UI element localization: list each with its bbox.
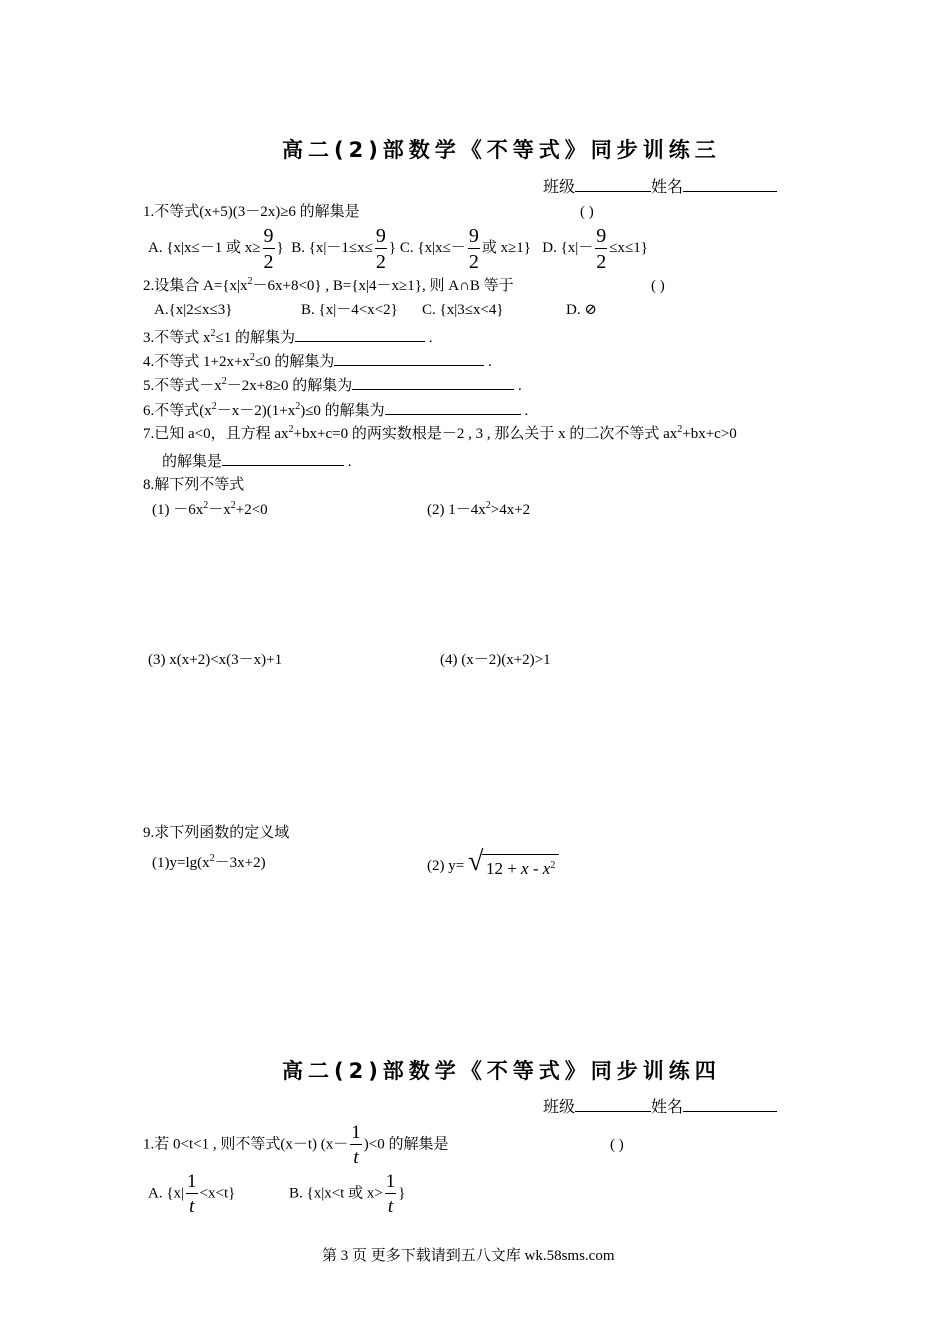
q8-stem: 8.解下列不等式 xyxy=(143,477,245,493)
answer-blank xyxy=(352,375,514,390)
q8-part1: $(1) -6x^2-x^2+2<0$ xyxy=(152,500,268,518)
s2-q1-answer-paren: ( ) xyxy=(610,1137,624,1153)
s2-q1-option-b: B. {x|x<t 或 x> $\frac{1}{t}$ } xyxy=(289,1171,406,1217)
class-blank xyxy=(575,177,651,192)
class-label: 班级 xyxy=(543,1099,576,1116)
section1-title: 高二(2)部数学《不等式》同步训练三 xyxy=(282,138,721,162)
q1-answer-paren: ( ) xyxy=(580,204,594,220)
name-blank xyxy=(683,177,777,192)
s2-q1-option-a: A. {x| $\frac{1}{t}$ <x<t} xyxy=(148,1171,236,1217)
q2-option-c: C. {x|3≤x<4} xyxy=(422,302,504,318)
class-blank xyxy=(575,1097,651,1112)
answer-blank xyxy=(385,400,521,415)
q2-answer-paren: ( ) xyxy=(651,278,665,294)
q9-stem: 9.求下列函数的定义域 xyxy=(143,825,290,841)
section2-class-name-line xyxy=(543,1097,777,1117)
q7-line2: 的解集是 . xyxy=(162,451,352,471)
q8-part3: (3) x(x+2)<x(3－x)+1 xyxy=(148,652,283,668)
square-root: √ $12 + x - x^2$ xyxy=(468,854,559,879)
fraction: $\frac{1}{t}$ xyxy=(351,1122,361,1168)
q1-stem: 1.不等式(x+5)(3－2x)≥6 的解集是 xyxy=(143,204,360,220)
fraction: $\frac{9}{2}$ xyxy=(468,225,479,273)
name-blank xyxy=(683,1097,777,1112)
q3: 3.不等式 $x^2\le 1$ 的解集为 . xyxy=(143,328,433,346)
fraction: $\frac{9}{2}$ xyxy=(596,225,607,273)
q6: 6.不等式$(x^2-x-2)(1+x^2)\le 0$ 的解集为 . xyxy=(143,401,529,419)
radical-sign-icon: √ xyxy=(467,846,484,877)
q5: 5.不等式$-x^2-2x+8\ge 0$ 的解集为 . xyxy=(143,376,522,394)
q2-option-b: B. {x|－4<x<2} xyxy=(301,302,398,318)
q8-part2: (2) $1-4x^2>4x+2$ xyxy=(427,500,531,518)
q9-part1: $(1)y=\lg(x^2-3x+2)$ xyxy=(152,853,266,871)
fraction: $\frac{9}{2}$ xyxy=(263,225,274,273)
answer-blank xyxy=(295,327,425,342)
fraction: $\frac{9}{2}$ xyxy=(375,225,386,273)
section1-class-name-line xyxy=(543,177,777,197)
fraction: $\frac{1}{t}$ xyxy=(187,1171,197,1217)
q2-option-a: A.{x|2≤x≤3} xyxy=(154,302,233,318)
page-footer: 第 3 页 更多下载请到五八文库 wk.58sms.com xyxy=(322,1248,615,1264)
q1-option-b: B. {x|－1≤x≤ $\frac{9}{2}$ } xyxy=(291,225,397,273)
s2-q1-stem: 1.若 0<t<1 , 则不等式(x－t) (x－ $\frac{1}{t}$ )<0 的解集是 xyxy=(143,1122,449,1168)
q8-part4: (4) (x－2)(x+2)>1 xyxy=(440,652,551,668)
q1-option-d: D. {x|－ $\frac{9}{2}$ ≤x≤1} xyxy=(542,225,648,273)
fraction: $\frac{1}{t}$ xyxy=(385,1171,396,1217)
class-label: 班级 xyxy=(543,179,576,196)
q9-part2: (2) y= √ $12 + x - x^2$ xyxy=(427,854,559,879)
answer-blank xyxy=(334,351,484,366)
q1-option-c: C. {x|x≤－ $\frac{9}{2}$ 或 x≥1} xyxy=(399,225,531,273)
q1-options xyxy=(148,226,648,272)
answer-blank xyxy=(222,451,344,466)
name-label: 姓名 xyxy=(651,179,684,196)
q2-stem: 2.设集合 $A=\{x|x^2-6x+8<0\}$ , B={x|4－x≥1}, 则 A∩B 等于 xyxy=(143,276,514,294)
q7-line1: 7.已知 a<0，且方程 $ax^2+bx+c=0$ 的两实数根是－2 , 3 , 那么关于 x 的二次不等式 $ax^2+bx+c>0$ xyxy=(143,424,737,442)
name-label: 姓名 xyxy=(651,1099,684,1116)
section2-title: 高二(2)部数学《不等式》同步训练四 xyxy=(282,1059,721,1083)
q4: 4.不等式 $1+2x+x^2\le 0$ 的解集为 . xyxy=(143,352,492,370)
q2-option-d: D. ⊘ xyxy=(566,302,597,318)
q1-option-a: A. {x|x≤－1 或 x≥ $\frac{9}{2}$ } xyxy=(148,225,284,273)
